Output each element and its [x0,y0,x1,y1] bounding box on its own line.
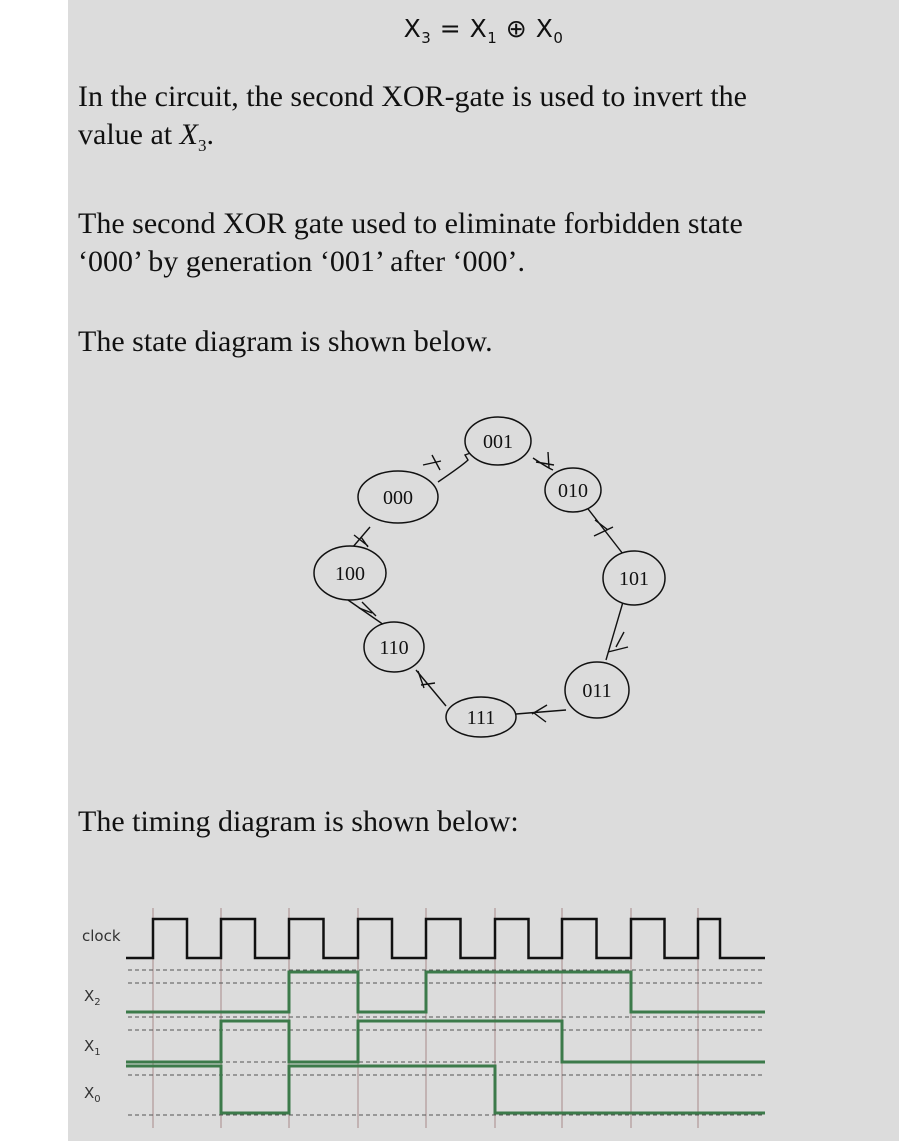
state-label-100: 100 [335,563,365,585]
label-x2: $X_2$ [84,987,101,1008]
variable-x3: X [179,118,198,151]
formula-a: X [469,14,488,43]
paragraph-state-diagram-intro: The state diagram is shown below. [78,325,493,358]
x2-waveform [126,972,765,1012]
transition-110-100 [348,600,384,625]
clock-waveform [126,919,765,958]
arrow-mark-011-111 [532,705,547,722]
label-clock: clock [82,927,121,945]
state-label-011: 011 [582,680,612,702]
formula-lhs-sub: 3 [421,29,432,47]
x0-waveform [126,1066,765,1113]
para1-line1: In the circuit, the second XOR-gate is used to invert the [78,80,747,113]
document-page [68,0,899,1141]
paragraph-timing-diagram-intro: The timing diagram is shown below: [78,805,519,838]
x1-waveform [126,1021,765,1062]
formula-a-sub: 1 [487,29,498,47]
timing-diagram [82,908,765,1128]
arrow-mark-000-001 [423,455,441,470]
state-label-110: 110 [379,637,409,659]
state-label-111: 111 [466,707,496,729]
formula-xor-operator: ⊕ [497,14,536,43]
para2-line1: The second XOR gate used to eliminate forbidden state [78,207,743,240]
state-label-001: 001 [483,431,513,453]
label-x0: $X_0$ [84,1084,101,1105]
transition-111-110 [416,670,446,706]
state-label-000: 000 [383,487,413,509]
diagrams-canvas [68,0,899,1141]
formula-equals: = [431,14,470,43]
formula-b: X [535,14,554,43]
transition-011-111 [516,710,566,714]
arrow-mark-111-110 [418,671,435,688]
formula-b-sub: 0 [553,29,564,47]
formula-lhs: X [403,14,422,43]
state-label-101: 101 [619,568,649,590]
para1-line2: value at $X_3$. [78,118,214,155]
state-label-010: 010 [558,480,588,502]
label-x1: $X_1$ [84,1037,101,1058]
para2-line2: ‘000’ by generation ‘001’ after ‘000’. [78,245,526,278]
